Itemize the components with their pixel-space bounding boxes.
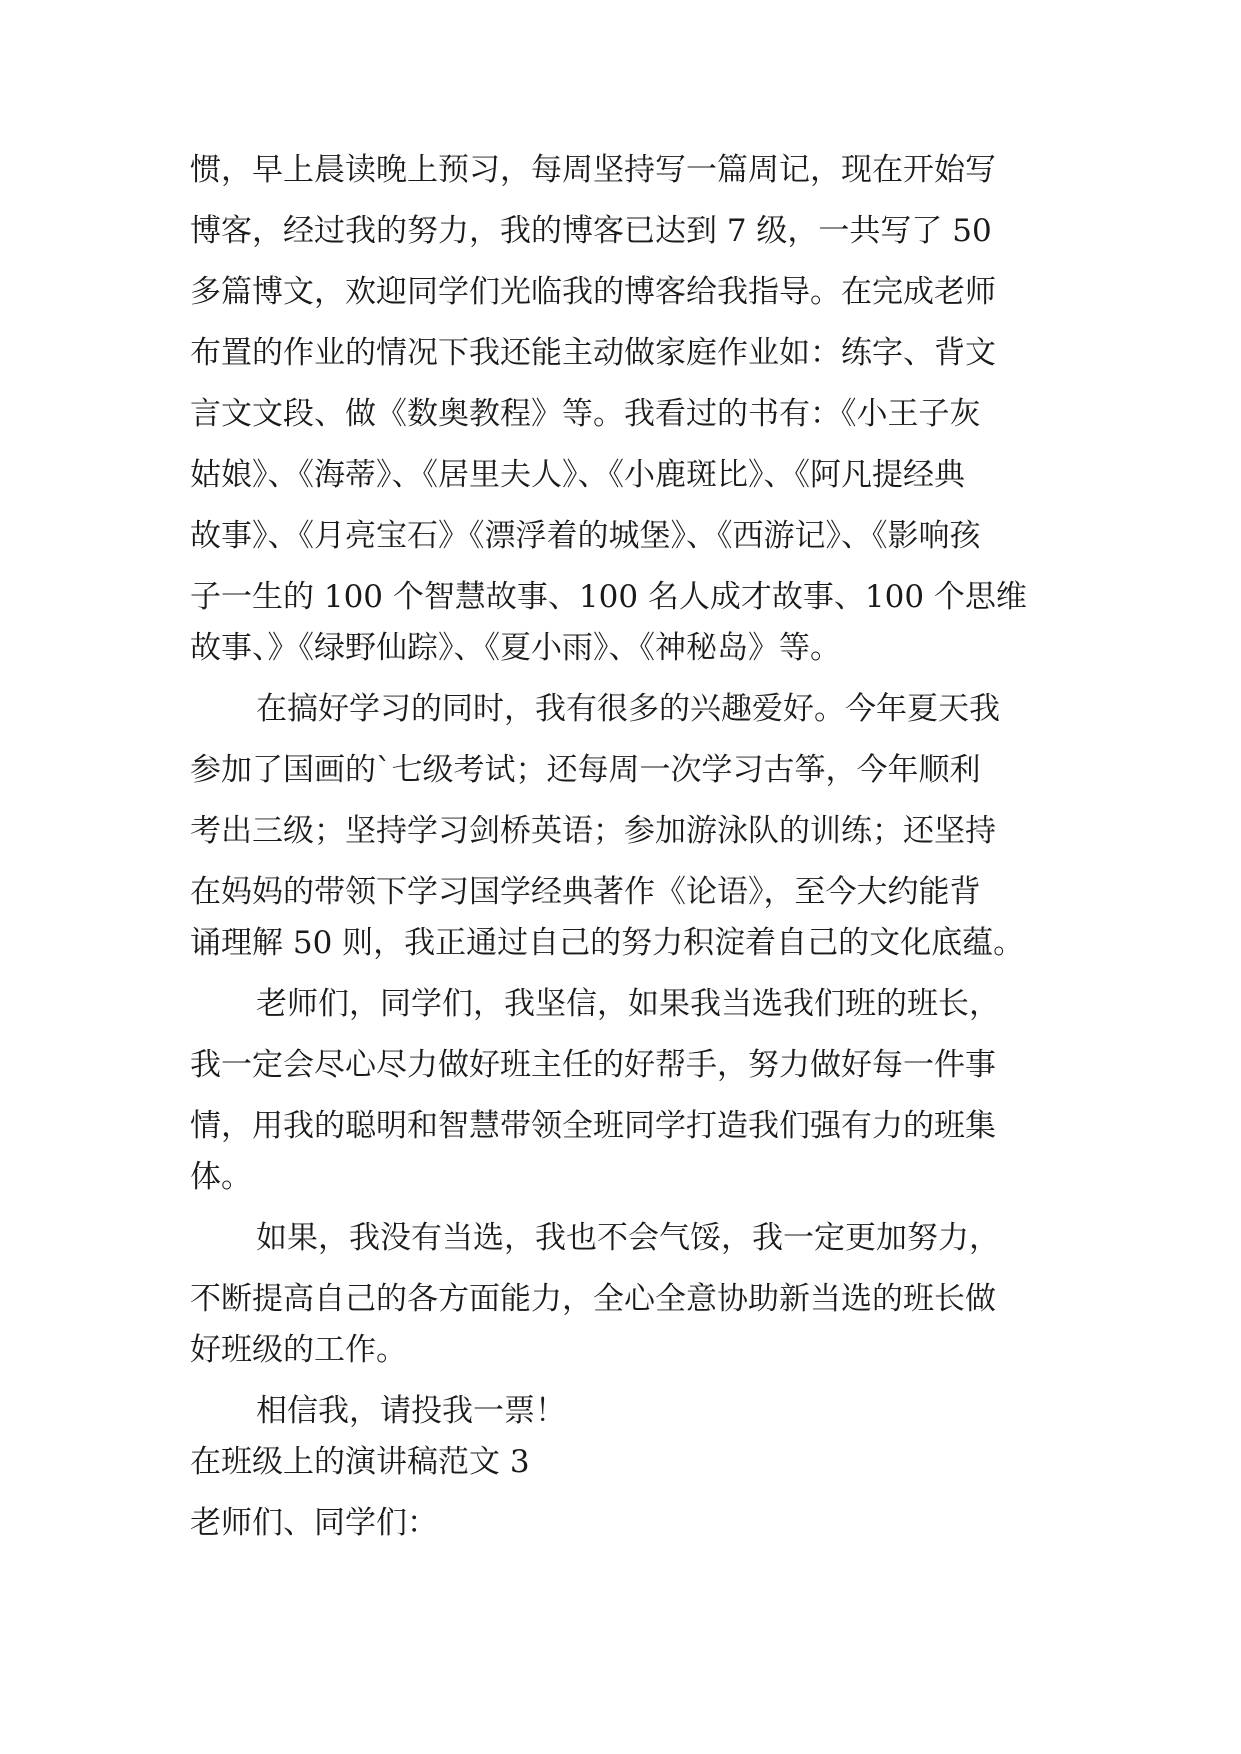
text-line: 惯，早上晨读晚上预习，每周坚持写一篇周记，现在开始写 [190, 152, 996, 188]
text-line: 情，用我的聪明和智慧带领全班同学打造我们强有力的班集 [190, 1108, 996, 1144]
closing-line: 相信我，请投我一票！ [256, 1393, 566, 1429]
text-line: 布置的作业的情况下我还能主动做家庭作业如：练字、背文 [190, 335, 996, 371]
paragraph-first-line: 老师们，同学们，我坚信，如果我当选我们班的班长， [256, 986, 1000, 1022]
text-line: 考出三级；坚持学习剑桥英语；参加游泳队的训练；还坚持 [190, 813, 996, 849]
paragraph-first-line: 在搞好学习的同时，我有很多的兴趣爱好。今年夏天我 [256, 691, 1000, 727]
text-line: 体。 [190, 1159, 252, 1195]
text-line: 子一生的 100 个智慧故事、100 名人成才故事、100 个思维 [190, 579, 1027, 615]
text-line: 在妈妈的带领下学习国学经典著作《论语》，至今大约能背 [190, 874, 981, 910]
text-line: 博客，经过我的努力，我的博客已达到 7 级，一共写了 50 [190, 213, 992, 249]
paragraph-first-line: 如果，我没有当选，我也不会气馁，我一定更加努力， [256, 1220, 1000, 1256]
text-line: 言文文段、做《数奥教程》等。我看过的书有：《小王子灰 [190, 396, 981, 432]
text-line: 故事》、《月亮宝石》《漂浮着的城堡》、《西游记》、《影响孩 [190, 518, 981, 554]
text-line: 诵理解 50 则，我正通过自己的努力积淀着自己的文化底蕴。 [190, 925, 1025, 961]
salutation: 老师们、同学们： [190, 1505, 438, 1541]
text-line: 我一定会尽心尽力做好班主任的好帮手，努力做好每一件事 [190, 1047, 996, 1083]
text-line: 故事、》《绿野仙踪》、《夏小雨》、《神秘岛》等。 [190, 630, 841, 666]
text-line: 多篇博文，欢迎同学们光临我的博客给我指导。在完成老师 [190, 274, 996, 310]
text-line: 参加了国画的`七级考试；还每周一次学习古筝，今年顺利 [190, 752, 981, 788]
section-heading: 在班级上的演讲稿范文 3 [190, 1444, 530, 1480]
text-line: 姑娘》、《海蒂》、《居里夫人》、《小鹿斑比》、《阿凡提经典 [190, 457, 965, 493]
text-line: 好班级的工作。 [190, 1332, 407, 1368]
text-line: 不断提高自己的各方面能力，全心全意协助新当选的班长做 [190, 1281, 996, 1317]
